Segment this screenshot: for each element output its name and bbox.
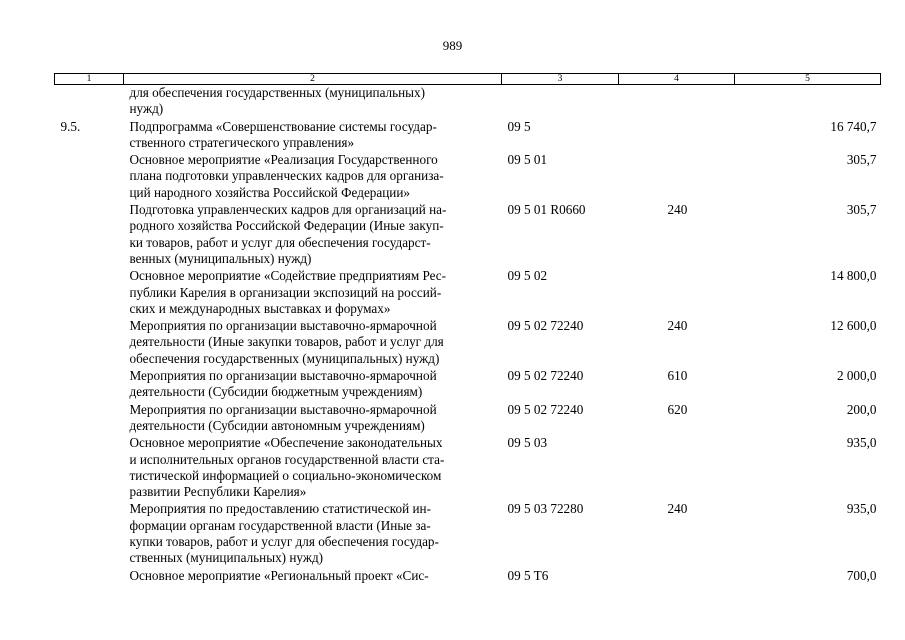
row-number — [55, 318, 124, 368]
row-name — [124, 435, 502, 501]
row-name-line: ственных (муниципальных) нужд) — [129, 550, 324, 566]
row-name-line: публики Карелия в организации экспозиций на россий- — [129, 284, 442, 300]
row-expense-type — [619, 152, 735, 202]
row-name — [124, 368, 502, 402]
row-amount: 16 740,7 — [830, 118, 877, 134]
row-name-line: Мероприятия по организации выставочно-ярмарочной — [129, 318, 437, 334]
row-name-line: тистической информацией о социально-экономическом — [129, 467, 442, 483]
row-name-line: деятельности (Иные закупки товаров, работ и услуг для — [129, 334, 444, 350]
row-name-line: развитии Республики Карелия» — [129, 484, 307, 500]
row-name-line: нужд) — [129, 101, 164, 117]
row-code: 09 5 02 — [507, 268, 548, 284]
row-name — [124, 119, 502, 153]
column-header-4: 4 — [619, 74, 735, 85]
row-amount: 2 000,0 — [836, 368, 877, 384]
column-header-1: 1 — [55, 74, 124, 85]
table-row — [55, 152, 881, 202]
table-row — [55, 202, 881, 268]
row-code: 09 5 T6 — [507, 567, 549, 583]
row-amount: 14 800,0 — [830, 268, 877, 284]
row-name — [124, 202, 502, 268]
row-expense-type — [619, 435, 735, 501]
row-amount: 935,0 — [846, 501, 877, 517]
row-code — [502, 85, 619, 119]
row-amount: 700,0 — [846, 567, 877, 583]
row-name-line: Основное мероприятие «Реализация Государственного — [129, 152, 438, 168]
row-name-line: Подпрограмма «Совершенствование системы государ- — [129, 118, 437, 134]
row-expense-type — [619, 568, 735, 585]
row-code: 09 5 — [507, 118, 531, 134]
row-name — [124, 318, 502, 368]
table-row — [55, 402, 881, 436]
row-name-line: ки товаров, работ и услуг для обеспечения государст- — [129, 234, 431, 250]
row-number — [55, 568, 124, 585]
row-number: 9.5. — [60, 118, 81, 134]
row-number — [55, 152, 124, 202]
row-number — [55, 402, 124, 436]
row-code: 09 5 02 72240 — [507, 368, 584, 384]
row-name-line: формации органам государственной власти (Иные за- — [129, 517, 431, 533]
row-expense-type: 240 — [667, 501, 688, 517]
table-header — [55, 74, 881, 85]
row-expense-type — [619, 119, 735, 153]
row-name-line: Подготовка управленческих кадров для организаций на- — [129, 202, 447, 218]
column-header-5: 5 — [735, 74, 881, 85]
table-row — [55, 318, 881, 368]
row-expense-type — [619, 268, 735, 318]
table-row — [55, 85, 881, 119]
row-expense-type: 240 — [667, 202, 688, 218]
row-name-line: ций народного хозяйства Российской Федерации» — [129, 184, 411, 200]
row-name-line: деятельности (Субсидии бюджетным учреждениям) — [129, 384, 423, 400]
budget-table — [54, 73, 881, 585]
row-name-line: Основное мероприятие «Обеспечение законодательных — [129, 435, 443, 451]
row-code: 09 5 02 72240 — [507, 318, 584, 334]
row-name-line: венных (муниципальных) нужд) — [129, 250, 312, 266]
row-amount: 12 600,0 — [830, 318, 877, 334]
header-row — [55, 74, 881, 85]
row-name — [124, 501, 502, 567]
row-name — [124, 402, 502, 436]
row-name — [124, 268, 502, 318]
row-name-line: Мероприятия по организации выставочно-ярмарочной — [129, 401, 437, 417]
table-row — [55, 501, 881, 567]
table-row — [55, 568, 881, 585]
row-name-line: для обеспечения государственных (муниципальных) — [129, 85, 426, 100]
row-name-line: деятельности (Субсидии автономным учреждениям) — [129, 417, 425, 433]
row-amount: 935,0 — [846, 435, 877, 451]
row-amount — [735, 85, 881, 119]
row-amount: 305,7 — [846, 202, 877, 218]
row-number — [55, 85, 124, 119]
table-row — [55, 268, 881, 318]
column-header-2: 2 — [124, 74, 502, 85]
row-expense-type: 620 — [667, 401, 688, 417]
row-amount: 200,0 — [846, 401, 877, 417]
table-row — [55, 119, 881, 153]
row-number — [55, 435, 124, 501]
row-name-line: родного хозяйства Российской Федерации (Иные закуп- — [129, 218, 444, 234]
table-row — [55, 368, 881, 402]
row-expense-type: 610 — [667, 368, 688, 384]
row-amount: 305,7 — [846, 152, 877, 168]
row-number — [55, 268, 124, 318]
row-name-line: Мероприятия по предоставлению статистической ин- — [129, 501, 431, 517]
row-name — [124, 152, 502, 202]
row-name-line: Мероприятия по организации выставочно-ярмарочной — [129, 368, 437, 384]
table-row — [55, 435, 881, 501]
row-code: 09 5 01 R0660 — [507, 202, 586, 218]
row-name-line: купки товаров, работ и услуг для обеспечения государ- — [129, 534, 439, 550]
table-body — [55, 85, 881, 585]
row-code: 09 5 01 — [507, 152, 548, 168]
row-name — [124, 568, 502, 585]
row-name-line: плана подготовки управленческих кадров для организа- — [129, 168, 444, 184]
row-name-line: ственного стратегического управления» — [129, 134, 355, 150]
page-number: 989 — [442, 38, 463, 53]
row-name-line: Основное мероприятие «Содействие предприятиям Рес- — [129, 268, 447, 284]
row-expense-type — [619, 85, 735, 119]
row-code: 09 5 03 — [507, 435, 548, 451]
row-name-line: ских и международных выставках и форумах» — [129, 300, 391, 316]
column-header-3: 3 — [502, 74, 619, 85]
row-number — [55, 501, 124, 567]
row-code: 09 5 03 72280 — [507, 501, 584, 517]
row-expense-type: 240 — [667, 318, 688, 334]
row-name-line: обеспечения государственных (муниципальных) нужд) — [129, 350, 440, 366]
row-name-line: Основное мероприятие «Региональный проект «Сис- — [129, 567, 429, 583]
row-name — [124, 85, 502, 119]
row-code: 09 5 02 72240 — [507, 401, 584, 417]
row-number — [55, 368, 124, 402]
row-name-line: и исполнительных органов государственной власти ста- — [129, 451, 445, 467]
row-number — [55, 202, 124, 268]
